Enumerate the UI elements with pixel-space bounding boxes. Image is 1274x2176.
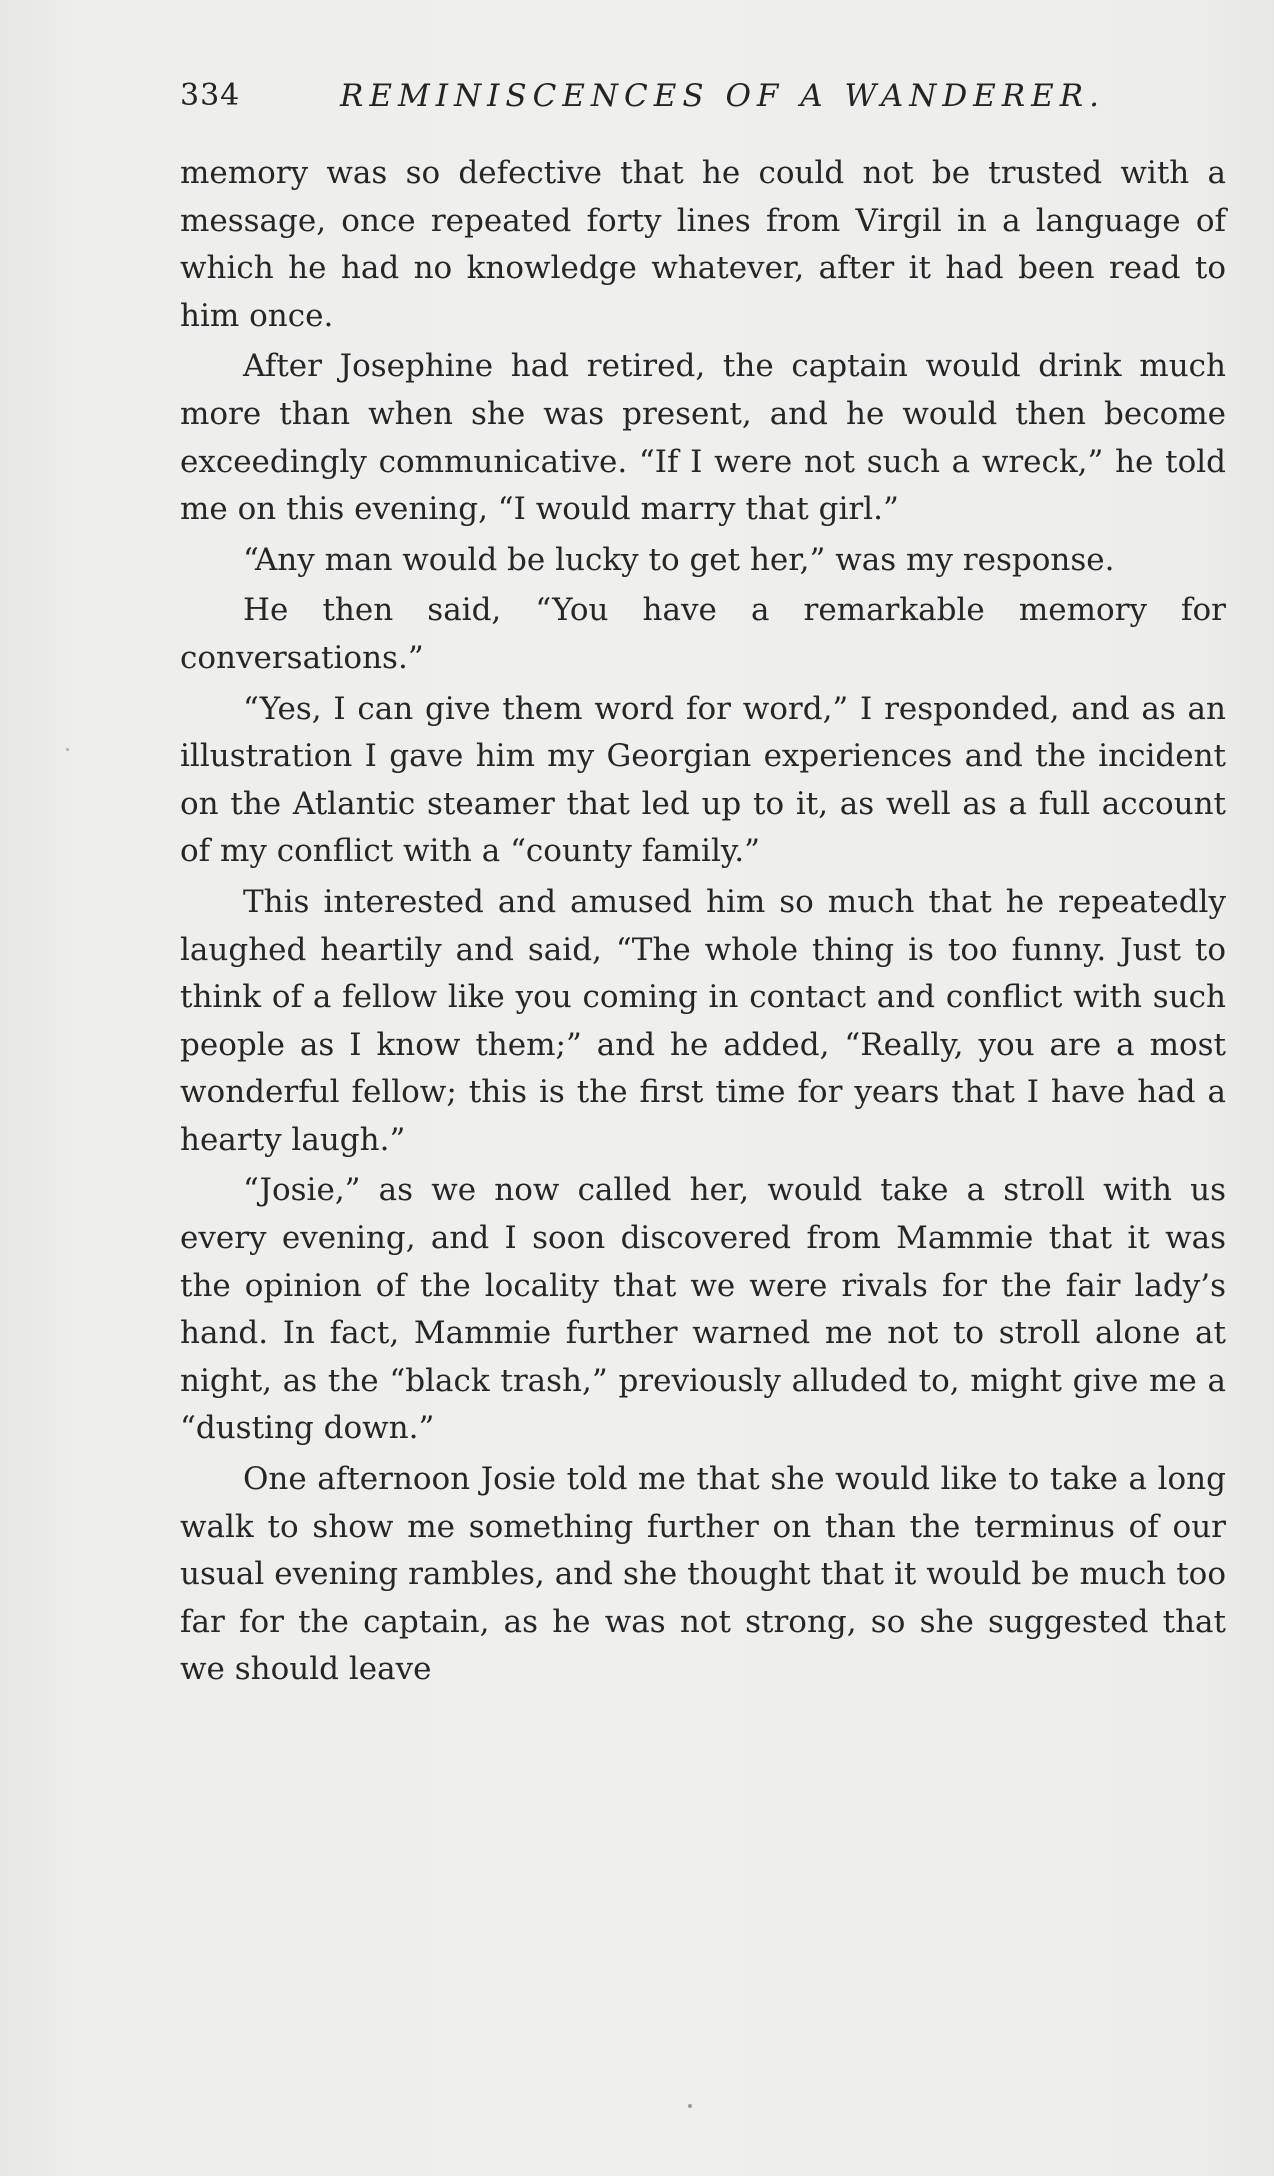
body-text — [180, 150, 1226, 1697]
paragraph: After Josephine had retired, the captain would drink much more than when she was present, and he would then become exceedingly communicative. “If I were not such a wreck,” he told me on this evening, “I would marry that girl.” — [180, 348, 1226, 528]
page-number: 334 — [180, 78, 241, 113]
paragraph: “Any man would be lucky to get her,” was my response. — [243, 541, 1115, 578]
paper-speck — [688, 2104, 692, 2108]
running-header — [180, 72, 1115, 122]
paragraph: This interested and amused him so much that he repeatedly laughed heartily and said, “The whole thing is too funny. Just to think of a fellow like you coming in contact and conflict with such people as I know them;” and he added, “Really, you are a most wonderful fellow; this is the first time for years that I have had a hearty laugh.” — [180, 883, 1226, 1158]
paragraph: “Yes, I can give them word for word,” I responded, and as an illustration I gave him my Georgian experiences and the incident on the Atlantic steamer that led up to it, as well as a full account of my conflict with a “county family.” — [180, 690, 1226, 870]
paragraph: One afternoon Josie told me that she would like to take a long walk to show me something further on than the terminus of our usual evening rambles, and she thought that it would be much too far for the captain, as he was not strong, so she suggested that we should leave — [180, 1461, 1226, 1688]
running-title: REMINISCENCES OF A WANDERER. — [340, 78, 1105, 114]
paper-speck — [66, 748, 69, 751]
paragraph: memory was so defective that he could not be trusted with a message, once repeated forty lines from Virgil in a language of which he had no knowledge whatever, after it had been read to him once. — [180, 155, 1226, 334]
paragraph: “Josie,” as we now called her, would take a stroll with us every evening, and I soon discovered from Mammie that it was the opinion of the locality that we were rivals for the fair lady’s hand. In fact, Mammie further warned me not to stroll alone at night, as the “black trash,” previously alluded to, might give me a “dusting down.” — [180, 1172, 1226, 1447]
paragraph: He then said, “You have a remarkable memory for conversations.” — [180, 592, 1226, 676]
